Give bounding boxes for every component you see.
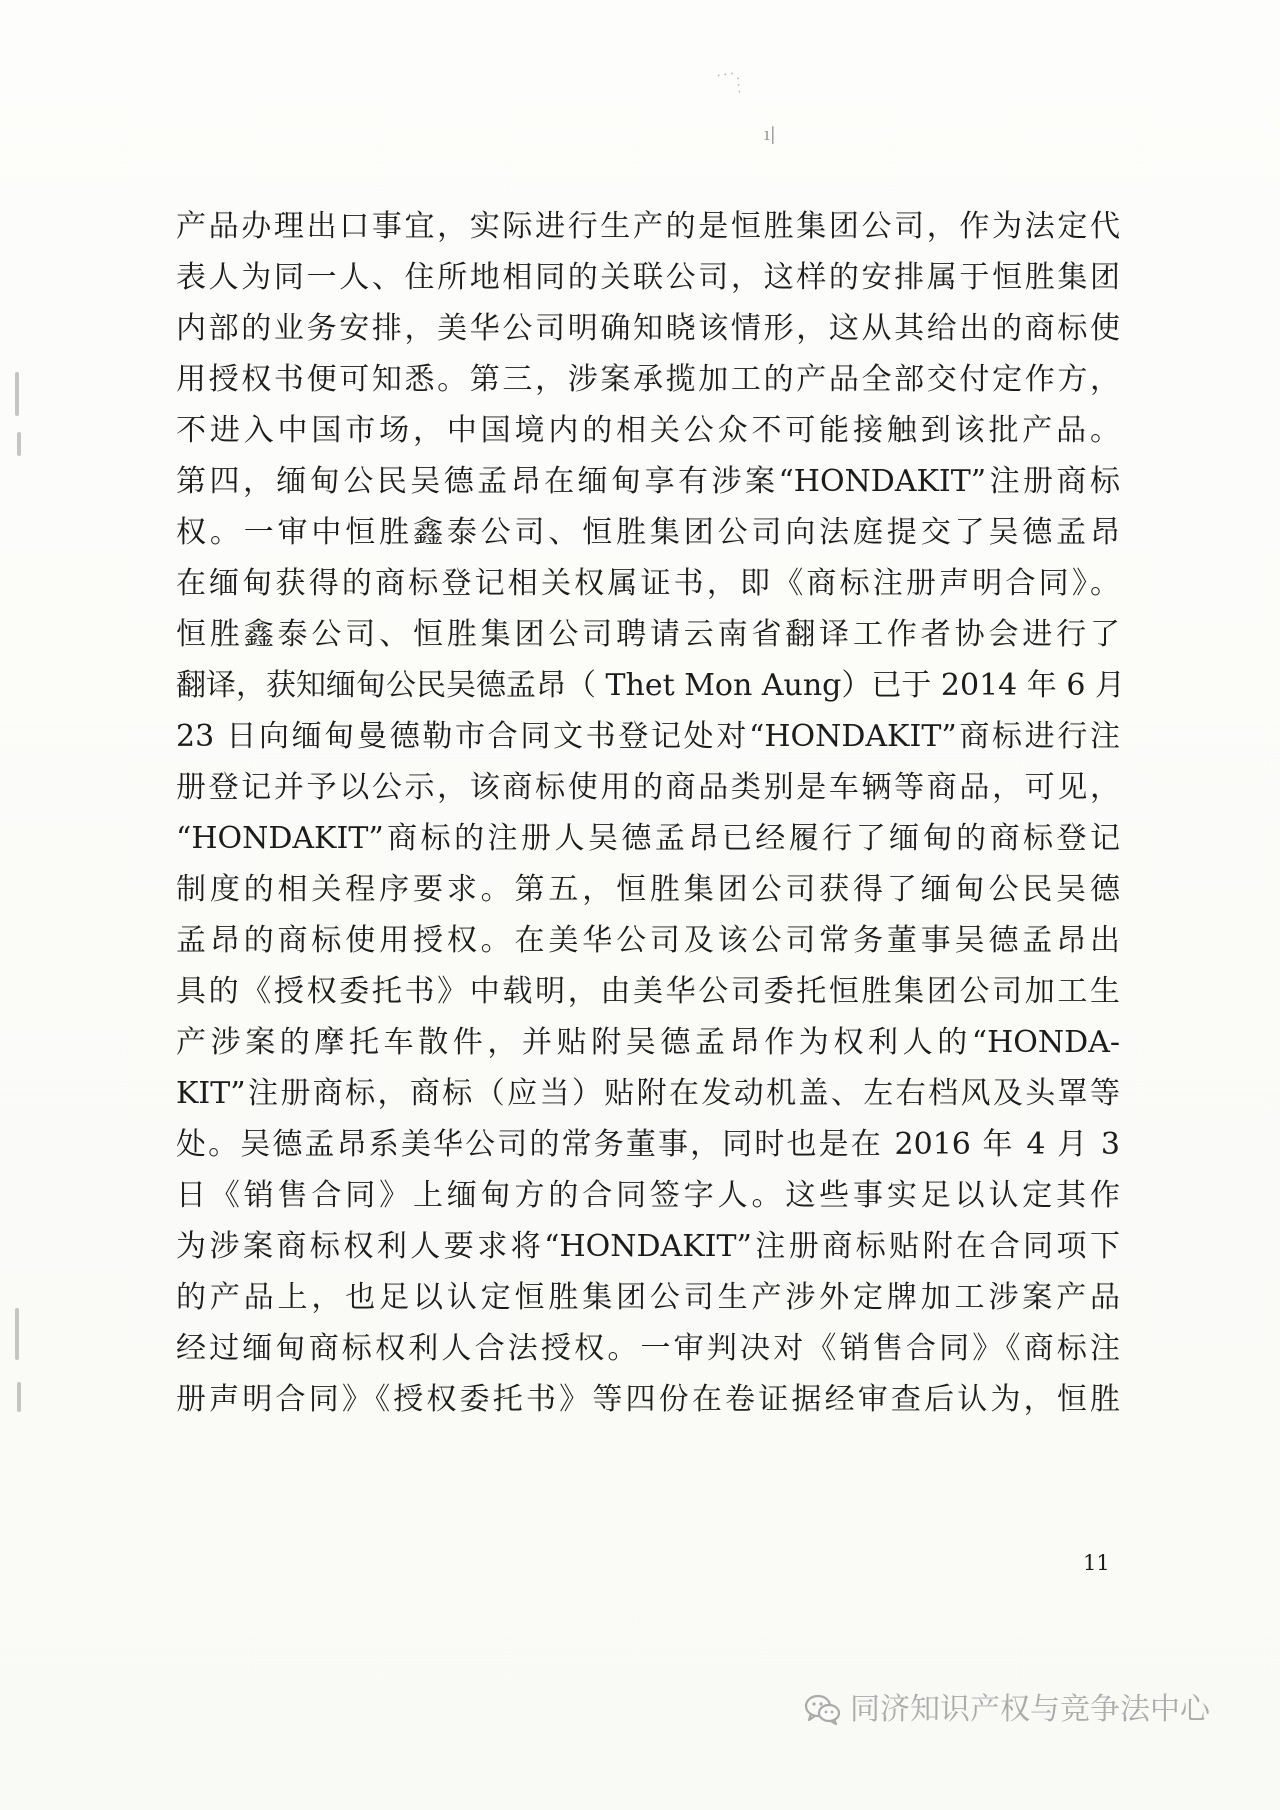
margin-mark [15, 1308, 19, 1360]
text-line: 孟昂的商标使用授权。在美华公司及该公司常务董事吴德孟昂出 [176, 923, 1120, 958]
text-line: 具的《授权委托书》中载明，由美华公司委托恒胜集团公司加工生 [176, 974, 1120, 1009]
text-line: 第四，缅甸公民吴德孟昂在缅甸享有涉案“HONDAKIT”注册商标 [176, 464, 1120, 499]
text-line: 内部的业务安排，美华公司明确知晓该情形，这从其给出的商标使 [176, 311, 1120, 346]
scan-speck: ı| [764, 124, 776, 145]
scan-speck: ⋰⋱ [714, 64, 752, 98]
text-line: 在缅甸获得的商标登记相关权属证书，即《商标注册声明合同》。 [176, 566, 1120, 601]
page-number: 11 [1083, 1551, 1110, 1575]
text-line: 册声明合同》《授权委托书》等四份在卷证据经审查后认为，恒胜 [176, 1382, 1120, 1417]
margin-mark [17, 1382, 21, 1412]
text-line: 翻译，获知缅甸公民吴德孟昂（ Thet Mon Aung）已于 2014 年 6 月 [176, 668, 1125, 703]
text-line: 册登记并予以公示，该商标使用的商品类别是车辆等商品，可见， [176, 770, 1120, 805]
text-line: 处。吴德孟昂系美华公司的常务董事，同时也是在 2016 年 4 月 3 [176, 1127, 1120, 1162]
text-line: 权。一审中恒胜鑫泰公司、恒胜集团公司向法庭提交了吴德孟昂 [176, 515, 1120, 550]
document-body [176, 201, 1125, 1425]
text-line: 为涉案商标权利人要求将“HONDAKIT”注册商标贴附在合同项下 [176, 1229, 1120, 1264]
text-line: 表人为同一人、住所地相同的关联公司，这样的安排属于恒胜集团 [176, 260, 1120, 295]
text-line: 经过缅甸商标权利人合法授权。一审判决对《销售合同》《商标注 [176, 1331, 1120, 1366]
text-line: 产品办理出口事宜，实际进行生产的是恒胜集团公司，作为法定代 [176, 209, 1120, 244]
text-line: 产涉案的摩托车散件，并贴附吴德孟昂作为权利人的“HONDA- [176, 1025, 1120, 1060]
wechat-icon [804, 1694, 842, 1726]
text-line: 恒胜鑫泰公司、恒胜集团公司聘请云南省翻译工作者协会进行了 [176, 617, 1120, 652]
text-line: 不进入中国市场，中国境内的相关公众不可能接触到该批产品。 [176, 413, 1120, 448]
text-line: KIT”注册商标，商标（应当）贴附在发动机盖、左右档风及头罩等 [176, 1076, 1120, 1111]
text-line: 日《销售合同》上缅甸方的合同签字人。这些事实足以认定其作 [176, 1178, 1120, 1213]
margin-mark [17, 432, 21, 456]
text-line: 制度的相关程序要求。第五，恒胜集团公司获得了缅甸公民吴德 [176, 872, 1120, 907]
text-line: 用授权书便可知悉。第三，涉案承揽加工的产品全部交付定作方， [176, 362, 1120, 397]
margin-mark [15, 372, 19, 416]
source-watermark [804, 1692, 1210, 1728]
watermark-text: 同济知识产权与竞争法中心 [850, 1692, 1210, 1727]
text-line: “HONDAKIT”商标的注册人吴德孟昂已经履行了缅甸的商标登记 [176, 821, 1120, 856]
text-line: 的产品上，也足以认定恒胜集团公司生产涉外定牌加工涉案产品 [176, 1280, 1120, 1315]
text-line: 23 日向缅甸曼德勒市合同文书登记处对“HONDAKIT”商标进行注 [176, 719, 1120, 754]
